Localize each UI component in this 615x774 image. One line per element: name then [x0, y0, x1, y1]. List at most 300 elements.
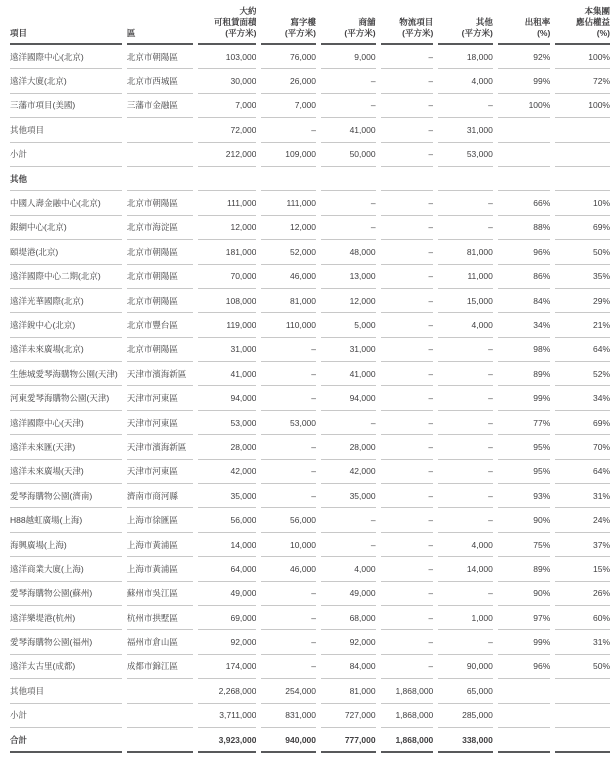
cell-group_interest: 50%	[555, 655, 610, 679]
cell-logistics: –	[381, 118, 434, 142]
cell-group_interest: 26%	[555, 582, 610, 606]
cell-occupancy: 86%	[498, 265, 550, 289]
cell-occupancy: 34%	[498, 313, 550, 337]
cell-district: 北京市朝陽區	[127, 338, 193, 362]
table-body	[10, 45, 610, 753]
cell-leasable_area: 92,000	[198, 630, 257, 654]
cell-group_interest: 34%	[555, 386, 610, 410]
cell-leasable_area: 212,000	[198, 143, 257, 167]
cell-project: 愛琴海購物公園(福州)	[10, 630, 122, 654]
cell-logistics: –	[381, 435, 434, 459]
cell-occupancy: 90%	[498, 508, 550, 532]
cell-office: –	[261, 582, 316, 606]
cell-project: 遠洋大廈(北京)	[10, 69, 122, 93]
cell-leasable_area: 108,000	[198, 289, 257, 313]
cell-occupancy	[498, 167, 550, 191]
cell-project: 遠洋未來匯(天津)	[10, 435, 122, 459]
cell-project: 銀網中心(北京)	[10, 216, 122, 240]
column-header-line: 區	[126, 28, 136, 38]
cell-district: 天津市河東區	[127, 411, 193, 435]
cell-leasable_area: 3,711,000	[198, 704, 257, 728]
cell-project: 河東愛琴海購物公園(天津)	[10, 386, 122, 410]
cell-occupancy	[498, 118, 550, 142]
cell-office: 111,000	[261, 191, 316, 215]
table-row	[10, 313, 610, 337]
cell-other: 53,000	[438, 143, 493, 167]
cell-office: –	[261, 460, 316, 484]
cell-group_interest	[555, 167, 610, 191]
cell-group_interest: 60%	[555, 606, 610, 630]
cell-shop: 4,000	[321, 557, 376, 581]
cell-other: –	[438, 191, 493, 215]
table-header-row	[10, 6, 610, 45]
cell-occupancy: 93%	[498, 484, 550, 508]
cell-group_interest: 24%	[555, 508, 610, 532]
cell-other: –	[438, 582, 493, 606]
cell-district: 上海市黃浦區	[127, 533, 193, 557]
column-header-line: (平方米)	[284, 28, 317, 38]
cell-leasable_area: 30,000	[198, 69, 257, 93]
subtotal-row	[10, 679, 610, 703]
cell-other: 65,000	[438, 679, 493, 703]
table-row	[10, 606, 610, 630]
property-leasing-table	[5, 6, 615, 753]
cell-group_interest	[555, 704, 610, 728]
cell-leasable_area: 103,000	[198, 45, 257, 69]
cell-leasable_area: 12,000	[198, 216, 257, 240]
column-header-project	[10, 6, 122, 45]
cell-occupancy	[498, 704, 550, 728]
cell-logistics: –	[381, 386, 434, 410]
cell-shop: –	[321, 508, 376, 532]
cell-shop: 31,000	[321, 338, 376, 362]
table-row	[10, 533, 610, 557]
cell-project: 其他項目	[10, 679, 122, 703]
column-header-line: 寫字樓	[290, 17, 317, 27]
cell-district: 北京市朝陽區	[127, 191, 193, 215]
cell-project: 生態城愛琴海購物公園(天津)	[10, 362, 122, 386]
cell-occupancy: 95%	[498, 460, 550, 484]
cell-other: 90,000	[438, 655, 493, 679]
cell-leasable_area: 41,000	[198, 362, 257, 386]
cell-district: 天津市濱海新區	[127, 435, 193, 459]
cell-office: 109,000	[261, 143, 316, 167]
cell-group_interest	[555, 143, 610, 167]
cell-occupancy: 95%	[498, 435, 550, 459]
cell-occupancy: 84%	[498, 289, 550, 313]
cell-shop: 81,000	[321, 679, 376, 703]
cell-logistics: 1,868,000	[381, 728, 434, 753]
cell-group_interest: 70%	[555, 435, 610, 459]
cell-logistics: –	[381, 411, 434, 435]
cell-district: 三藩市金融區	[127, 94, 193, 118]
cell-office: –	[261, 435, 316, 459]
column-header-line: (%)	[596, 28, 610, 38]
table-row	[10, 45, 610, 69]
column-header-group_interest	[555, 6, 610, 45]
cell-shop: 49,000	[321, 582, 376, 606]
cell-shop: –	[321, 191, 376, 215]
cell-other: –	[438, 216, 493, 240]
cell-leasable_area: 70,000	[198, 265, 257, 289]
column-header-line: (%)	[537, 28, 551, 38]
column-header-leasable_area	[198, 6, 257, 45]
cell-office: 53,000	[261, 411, 316, 435]
cell-shop: 9,000	[321, 45, 376, 69]
cell-other: –	[438, 460, 493, 484]
cell-district	[127, 704, 193, 728]
table-row	[10, 557, 610, 581]
cell-office: 81,000	[261, 289, 316, 313]
cell-project: 中國人壽金融中心(北京)	[10, 191, 122, 215]
cell-group_interest: 31%	[555, 484, 610, 508]
cell-logistics: –	[381, 289, 434, 313]
subtotal-row	[10, 118, 610, 142]
cell-other	[438, 167, 493, 191]
cell-office: –	[261, 655, 316, 679]
cell-logistics	[381, 167, 434, 191]
cell-other: –	[438, 630, 493, 654]
cell-leasable_area: 56,000	[198, 508, 257, 532]
cell-other: 285,000	[438, 704, 493, 728]
cell-leasable_area: 31,000	[198, 338, 257, 362]
table-row	[10, 338, 610, 362]
cell-shop: 41,000	[321, 362, 376, 386]
cell-project: 愛琴海購物公園(蘇州)	[10, 582, 122, 606]
cell-logistics: –	[381, 606, 434, 630]
cell-office: 940,000	[261, 728, 316, 753]
cell-group_interest: 35%	[555, 265, 610, 289]
cell-occupancy: 66%	[498, 191, 550, 215]
cell-other: –	[438, 362, 493, 386]
cell-logistics: –	[381, 143, 434, 167]
column-header-line: (平方米)	[402, 28, 434, 38]
cell-logistics: –	[381, 630, 434, 654]
column-header-line: 大約	[239, 6, 257, 16]
cell-project: 小計	[10, 143, 122, 167]
cell-occupancy: 96%	[498, 655, 550, 679]
cell-leasable_area: 72,000	[198, 118, 257, 142]
column-header-district	[127, 6, 193, 45]
column-header-line: 本集團	[584, 6, 610, 16]
cell-leasable_area: 28,000	[198, 435, 257, 459]
cell-leasable_area: 64,000	[198, 557, 257, 581]
table-row	[10, 69, 610, 93]
cell-leasable_area: 53,000	[198, 411, 257, 435]
cell-group_interest: 100%	[555, 45, 610, 69]
cell-logistics: –	[381, 240, 434, 264]
table-row	[10, 582, 610, 606]
column-header-line: 應佔權益	[575, 17, 610, 27]
cell-occupancy: 92%	[498, 45, 550, 69]
cell-other: 81,000	[438, 240, 493, 264]
column-header-line: (平方米)	[344, 28, 376, 38]
table-row	[10, 240, 610, 264]
column-header-line: (平方米)	[225, 28, 257, 38]
cell-district: 天津市濱海新區	[127, 362, 193, 386]
table-row	[10, 630, 610, 654]
table-header	[10, 6, 610, 45]
cell-district: 濟南市商河縣	[127, 484, 193, 508]
cell-occupancy: 77%	[498, 411, 550, 435]
cell-group_interest: 69%	[555, 411, 610, 435]
cell-logistics: –	[381, 460, 434, 484]
cell-project: 海興廣場(上海)	[10, 533, 122, 557]
cell-group_interest: 72%	[555, 69, 610, 93]
cell-other: –	[438, 508, 493, 532]
cell-district	[127, 167, 193, 191]
table-row	[10, 265, 610, 289]
cell-office: 26,000	[261, 69, 316, 93]
cell-occupancy: 89%	[498, 557, 550, 581]
cell-office: 831,000	[261, 704, 316, 728]
column-header-occupancy	[498, 6, 550, 45]
cell-project: 愛琴海購物公園(濟南)	[10, 484, 122, 508]
cell-district: 北京市豐台區	[127, 313, 193, 337]
cell-logistics: –	[381, 69, 434, 93]
cell-office: –	[261, 484, 316, 508]
cell-other: –	[438, 94, 493, 118]
cell-project: 三藩市項目(美國)	[10, 94, 122, 118]
cell-office: 10,000	[261, 533, 316, 557]
grand-total-row	[10, 728, 610, 753]
cell-shop	[321, 167, 376, 191]
cell-logistics: –	[381, 582, 434, 606]
cell-other: 14,000	[438, 557, 493, 581]
cell-logistics: –	[381, 557, 434, 581]
section-header-row	[10, 167, 610, 191]
cell-logistics: –	[381, 45, 434, 69]
cell-group_interest	[555, 118, 610, 142]
cell-office: –	[261, 606, 316, 630]
cell-shop: 42,000	[321, 460, 376, 484]
cell-shop: 727,000	[321, 704, 376, 728]
table-row	[10, 655, 610, 679]
cell-district: 福州市倉山區	[127, 630, 193, 654]
table-row	[10, 94, 610, 118]
column-header-line: (平方米)	[461, 28, 493, 38]
cell-logistics: –	[381, 338, 434, 362]
cell-office: 56,000	[261, 508, 316, 532]
cell-group_interest: 100%	[555, 94, 610, 118]
cell-group_interest: 64%	[555, 338, 610, 362]
cell-group_interest: 21%	[555, 313, 610, 337]
cell-project: H88越虹廣場(上海)	[10, 508, 122, 532]
cell-group_interest: 15%	[555, 557, 610, 581]
cell-group_interest: 64%	[555, 460, 610, 484]
cell-office	[261, 167, 316, 191]
cell-occupancy: 99%	[498, 69, 550, 93]
cell-leasable_area: 111,000	[198, 191, 257, 215]
cell-district	[127, 143, 193, 167]
cell-logistics: –	[381, 313, 434, 337]
cell-district: 成都市錦江區	[127, 655, 193, 679]
cell-office: 46,000	[261, 265, 316, 289]
cell-other: 1,000	[438, 606, 493, 630]
cell-district: 蘇州市吳江區	[127, 582, 193, 606]
column-header-line: 物流項目	[399, 17, 434, 27]
cell-shop: 92,000	[321, 630, 376, 654]
cell-group_interest: 69%	[555, 216, 610, 240]
cell-group_interest: 50%	[555, 240, 610, 264]
table-row	[10, 435, 610, 459]
cell-office: 7,000	[261, 94, 316, 118]
cell-shop: 41,000	[321, 118, 376, 142]
cell-other: –	[438, 435, 493, 459]
cell-group_interest: 31%	[555, 630, 610, 654]
table-row	[10, 386, 610, 410]
table-row	[10, 216, 610, 240]
cell-project: 遠洋樂堤港(杭州)	[10, 606, 122, 630]
cell-district: 上海市黃浦區	[127, 557, 193, 581]
cell-logistics: –	[381, 655, 434, 679]
table-row	[10, 191, 610, 215]
cell-logistics: –	[381, 216, 434, 240]
cell-leasable_area: 14,000	[198, 533, 257, 557]
cell-office: 46,000	[261, 557, 316, 581]
cell-office: –	[261, 118, 316, 142]
cell-logistics: –	[381, 508, 434, 532]
cell-office: –	[261, 338, 316, 362]
column-header-logistics	[381, 6, 434, 45]
cell-group_interest: 10%	[555, 191, 610, 215]
column-header-line: 商舖	[358, 17, 376, 27]
cell-leasable_area: 2,268,000	[198, 679, 257, 703]
cell-project: 其他項目	[10, 118, 122, 142]
cell-shop: –	[321, 69, 376, 93]
cell-logistics: 1,868,000	[381, 704, 434, 728]
cell-office: 254,000	[261, 679, 316, 703]
cell-project: 遠洋國際中心(北京)	[10, 45, 122, 69]
cell-other: 11,000	[438, 265, 493, 289]
cell-shop: 12,000	[321, 289, 376, 313]
cell-occupancy: 98%	[498, 338, 550, 362]
cell-other: 338,000	[438, 728, 493, 753]
cell-office: 12,000	[261, 216, 316, 240]
cell-group_interest: 29%	[555, 289, 610, 313]
cell-occupancy: 88%	[498, 216, 550, 240]
cell-shop: 48,000	[321, 240, 376, 264]
cell-other: 18,000	[438, 45, 493, 69]
cell-district: 北京市朝陽區	[127, 289, 193, 313]
cell-project: 合計	[10, 728, 122, 753]
cell-project: 遠洋光華國際(北京)	[10, 289, 122, 313]
cell-other: –	[438, 386, 493, 410]
cell-occupancy	[498, 679, 550, 703]
cell-logistics: –	[381, 533, 434, 557]
cell-group_interest	[555, 679, 610, 703]
cell-logistics: –	[381, 362, 434, 386]
cell-shop: 94,000	[321, 386, 376, 410]
cell-occupancy: 99%	[498, 630, 550, 654]
cell-project: 遠洋國際中心二期(北京)	[10, 265, 122, 289]
cell-district: 北京市朝陽區	[127, 240, 193, 264]
cell-leasable_area: 35,000	[198, 484, 257, 508]
column-header-line: 出租率	[524, 17, 551, 27]
column-header-office	[261, 6, 316, 45]
cell-other: –	[438, 338, 493, 362]
table-row	[10, 508, 610, 532]
column-header-line: 其他	[475, 17, 493, 27]
cell-occupancy: 99%	[498, 386, 550, 410]
cell-leasable_area: 7,000	[198, 94, 257, 118]
table-row	[10, 362, 610, 386]
cell-district: 天津市河東區	[127, 386, 193, 410]
cell-logistics: –	[381, 484, 434, 508]
cell-shop: 35,000	[321, 484, 376, 508]
cell-project: 遠洋銳中心(北京)	[10, 313, 122, 337]
cell-shop: –	[321, 533, 376, 557]
cell-project: 遠洋未來廣場(天津)	[10, 460, 122, 484]
cell-shop: 777,000	[321, 728, 376, 753]
cell-leasable_area	[198, 167, 257, 191]
cell-leasable_area: 49,000	[198, 582, 257, 606]
cell-shop: 28,000	[321, 435, 376, 459]
cell-group_interest: 37%	[555, 533, 610, 557]
cell-occupancy: 96%	[498, 240, 550, 264]
cell-office: 52,000	[261, 240, 316, 264]
cell-group_interest: 52%	[555, 362, 610, 386]
cell-other: –	[438, 484, 493, 508]
cell-district	[127, 728, 193, 753]
cell-district	[127, 118, 193, 142]
cell-logistics: –	[381, 265, 434, 289]
cell-project: 遠洋國際中心(天津)	[10, 411, 122, 435]
cell-group_interest	[555, 728, 610, 753]
column-header-line: 項目	[10, 28, 28, 38]
cell-leasable_area: 69,000	[198, 606, 257, 630]
cell-other: –	[438, 411, 493, 435]
column-header-line: 可租賃面積	[213, 17, 257, 27]
cell-district: 杭州市拱墅區	[127, 606, 193, 630]
cell-shop: –	[321, 216, 376, 240]
cell-leasable_area: 174,000	[198, 655, 257, 679]
cell-logistics: –	[381, 191, 434, 215]
cell-other: 31,000	[438, 118, 493, 142]
cell-leasable_area: 181,000	[198, 240, 257, 264]
cell-shop: 5,000	[321, 313, 376, 337]
table-row	[10, 460, 610, 484]
column-header-shop	[321, 6, 376, 45]
cell-logistics: 1,868,000	[381, 679, 434, 703]
cell-shop: 84,000	[321, 655, 376, 679]
cell-office: 110,000	[261, 313, 316, 337]
cell-project: 遠洋太古里(成都)	[10, 655, 122, 679]
cell-leasable_area: 3,923,000	[198, 728, 257, 753]
cell-occupancy: 90%	[498, 582, 550, 606]
cell-occupancy	[498, 728, 550, 753]
subtotal-row	[10, 704, 610, 728]
cell-office: –	[261, 362, 316, 386]
cell-logistics: –	[381, 94, 434, 118]
cell-shop: 50,000	[321, 143, 376, 167]
cell-district	[127, 679, 193, 703]
cell-office: 76,000	[261, 45, 316, 69]
cell-district: 上海市徐匯區	[127, 508, 193, 532]
cell-district: 北京市朝陽區	[127, 265, 193, 289]
cell-shop: –	[321, 411, 376, 435]
cell-office: –	[261, 630, 316, 654]
cell-shop: 68,000	[321, 606, 376, 630]
cell-other: 4,000	[438, 313, 493, 337]
cell-leasable_area: 119,000	[198, 313, 257, 337]
table-row	[10, 289, 610, 313]
cell-district: 北京市朝陽區	[127, 45, 193, 69]
cell-office: –	[261, 386, 316, 410]
cell-district: 天津市河東區	[127, 460, 193, 484]
subtotal-row	[10, 143, 610, 167]
cell-district: 北京市西城區	[127, 69, 193, 93]
